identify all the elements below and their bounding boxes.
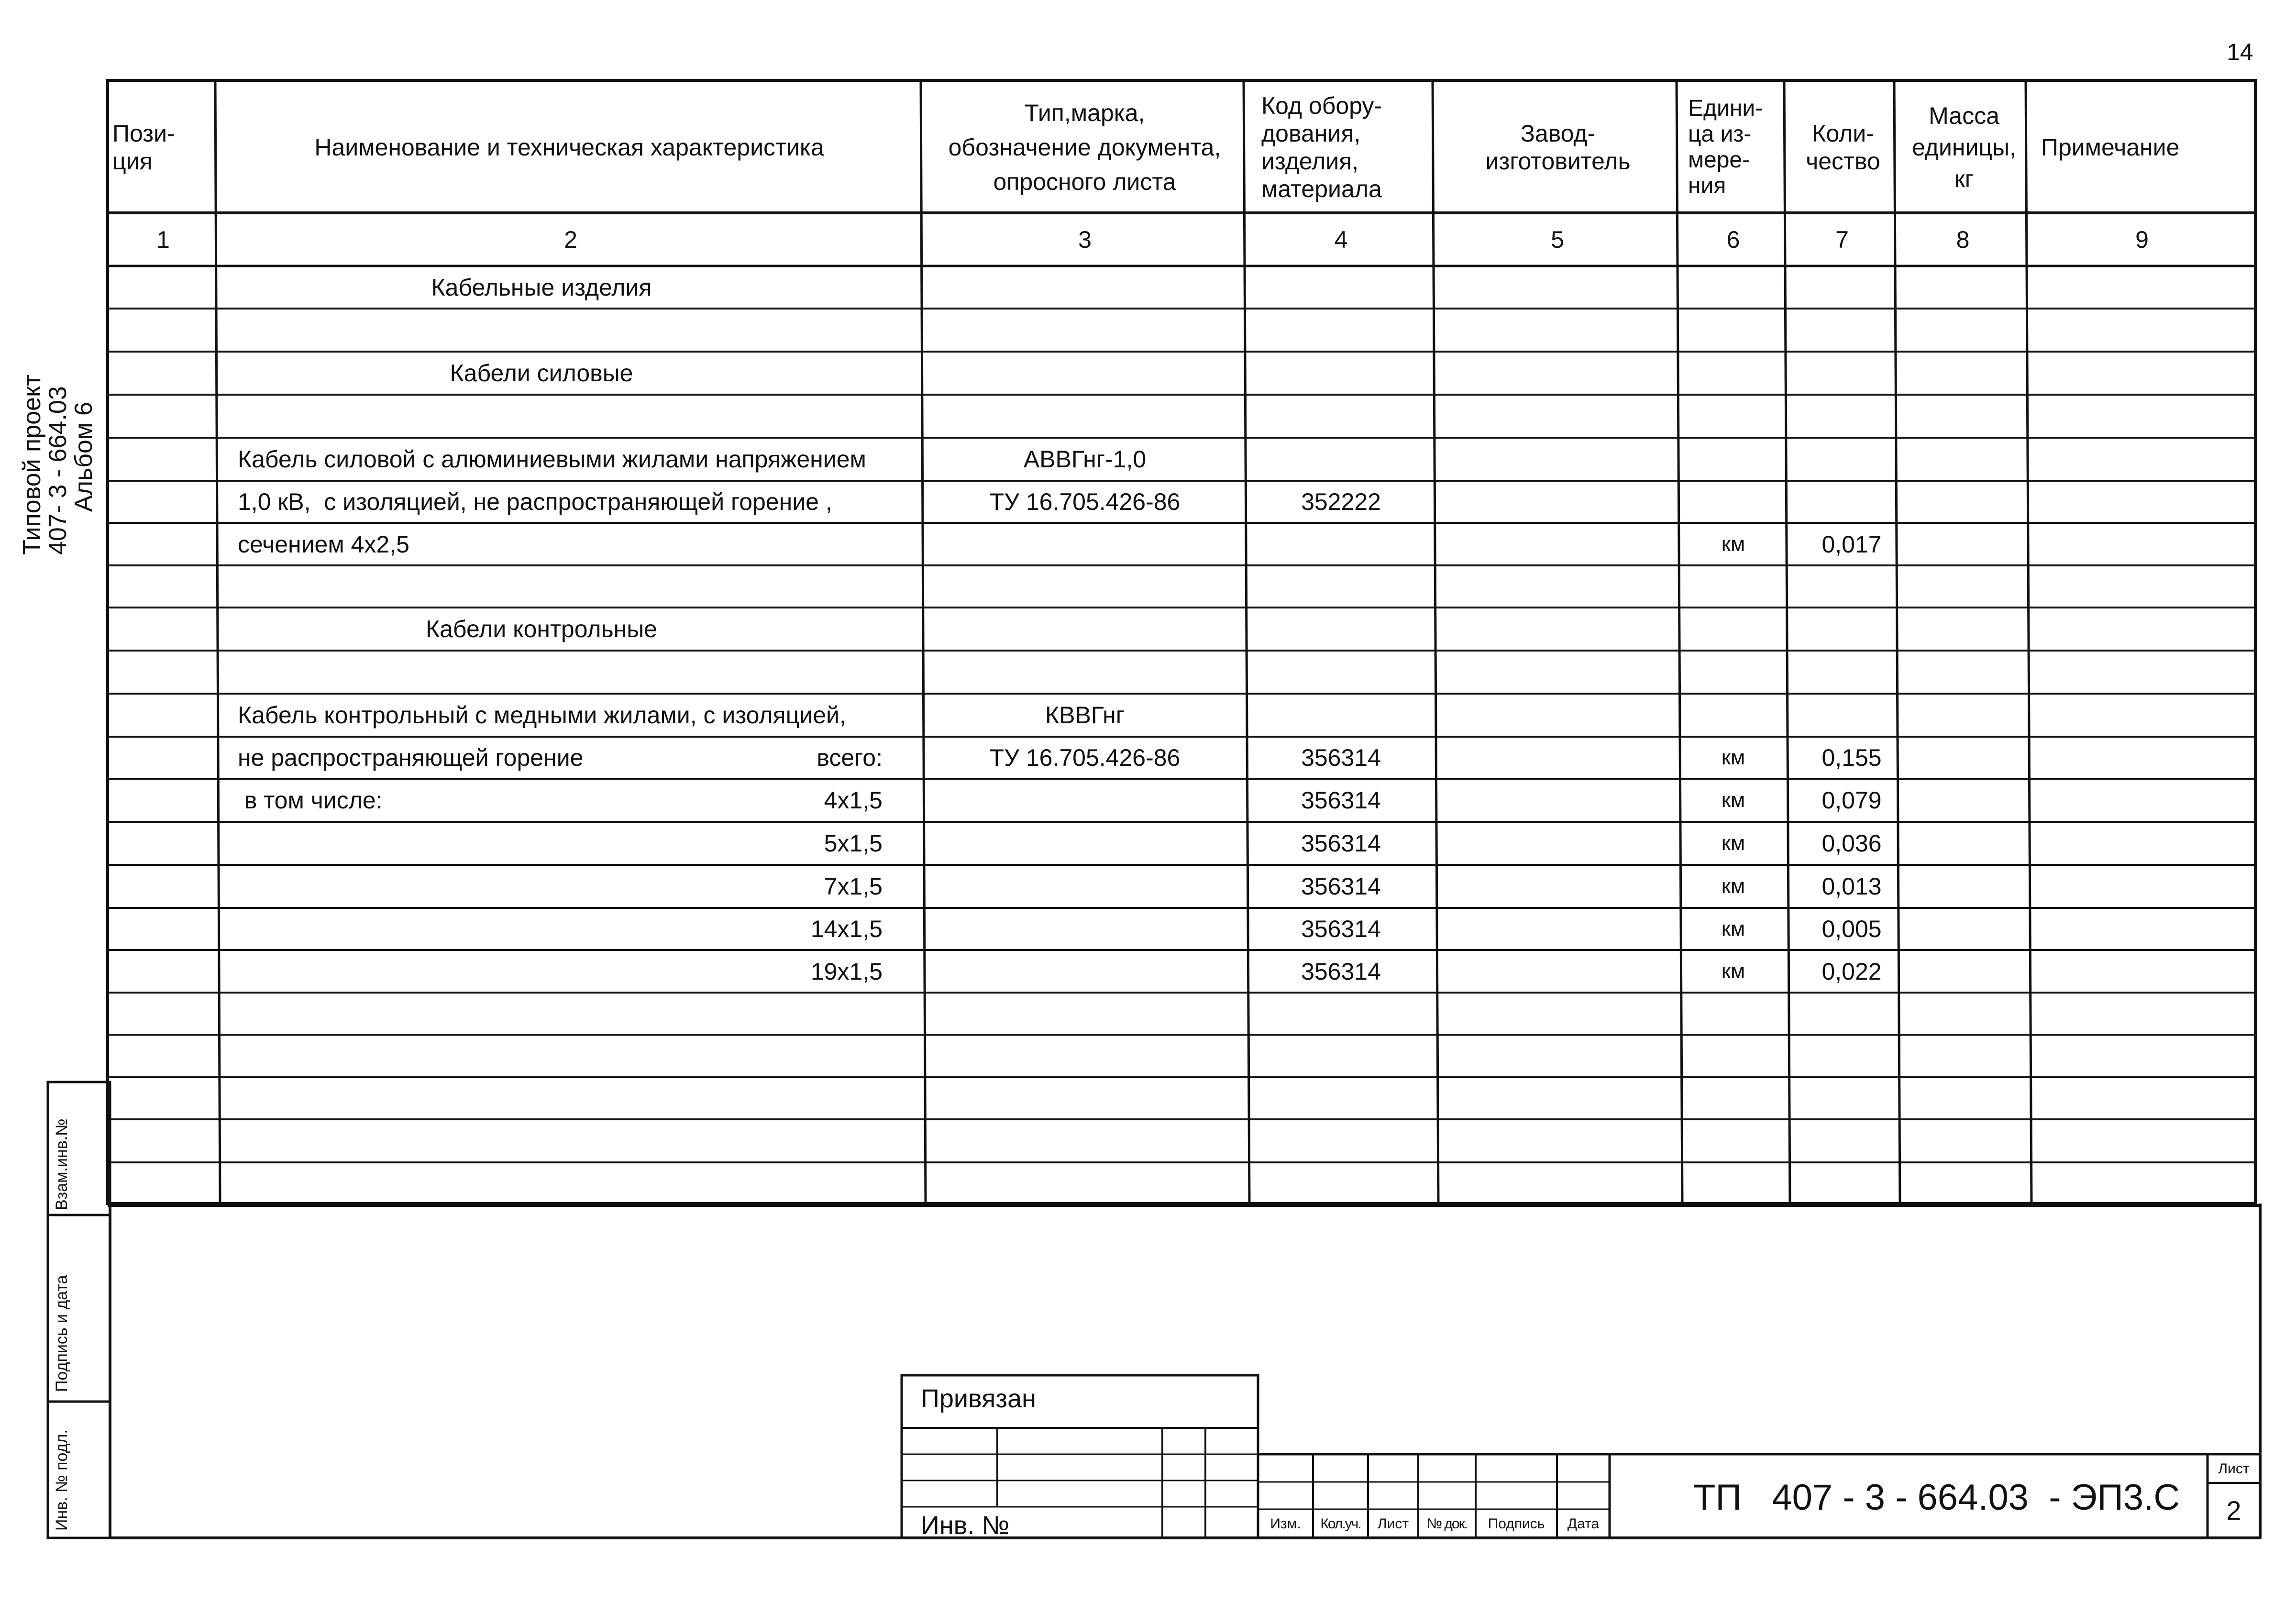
header-type xyxy=(926,84,1244,210)
left-strip-inv: Инв. № подл. xyxy=(53,1429,71,1531)
cell-type xyxy=(924,608,1246,650)
side-stamp-line3: Альбом 6 xyxy=(70,402,98,512)
side-stamp-line2: 407- 3 - 664.03 xyxy=(44,386,72,555)
cell-section-label xyxy=(718,439,883,480)
cell-maker xyxy=(1435,396,1679,437)
cell-mass xyxy=(1897,524,2029,564)
cell-unit xyxy=(1679,566,1787,607)
cell-code: 356314 xyxy=(1301,744,1381,771)
cell-type xyxy=(924,1078,1246,1118)
cell-pos xyxy=(110,439,216,480)
col-koluch-label: Кол.уч. xyxy=(1320,1515,1361,1532)
cell-section-label xyxy=(718,309,883,351)
cell-code xyxy=(1247,608,1435,650)
cell-type: АВВГнг-1,0 xyxy=(1023,446,1147,473)
cell-section-label xyxy=(718,396,883,437)
cell-qty: 0,022 xyxy=(1821,958,1882,985)
col-izm-label: Изм. xyxy=(1270,1515,1301,1532)
cell-pos xyxy=(110,909,216,949)
col-data-label: Дата xyxy=(1567,1515,1600,1532)
column-number-7: 7 xyxy=(1835,226,1849,253)
cell-mass xyxy=(1897,439,2029,480)
cell-qty xyxy=(1797,994,1907,1034)
column-number-4: 4 xyxy=(1334,226,1348,253)
cell-section-label: 14х1,5 xyxy=(810,916,883,942)
col-podpis-label: Подпись xyxy=(1488,1515,1545,1532)
cell-pos xyxy=(110,353,216,394)
cell-code xyxy=(1247,396,1435,437)
cell-mass xyxy=(1897,909,2029,949)
cell-type xyxy=(924,780,1246,821)
cell-maker xyxy=(1435,439,1679,480)
cell-section-label: всего: xyxy=(817,744,883,771)
cell-type xyxy=(924,1120,1246,1161)
cell-note xyxy=(2029,1078,2255,1118)
cell-code xyxy=(1247,1163,1435,1204)
cell-note xyxy=(2029,866,2255,907)
cell-type xyxy=(924,524,1246,564)
cell-mass xyxy=(1897,994,2029,1034)
cell-type xyxy=(924,1163,1246,1204)
cell-section-label xyxy=(718,1163,883,1204)
side-stamp-line1: Типовой проект xyxy=(18,374,46,555)
cell-unit: км xyxy=(1721,746,1745,769)
cell-maker xyxy=(1435,608,1679,650)
cell-pos xyxy=(110,309,216,351)
cell-mass xyxy=(1897,1078,2029,1118)
cell-section-label: 7х1,5 xyxy=(824,873,883,900)
inv-label: Инв. № xyxy=(921,1511,1010,1540)
cell-section-label xyxy=(718,1120,883,1161)
cell-maker xyxy=(1435,524,1679,564)
cell-maker xyxy=(1435,482,1679,522)
header-pos-text: Пози- ция xyxy=(112,120,175,175)
left-strip-podpis: Подпись и дата xyxy=(53,1275,71,1392)
cell-unit xyxy=(1679,1036,1787,1076)
cell-type xyxy=(924,396,1246,437)
cell-pos xyxy=(110,1036,216,1076)
cell-mass xyxy=(1897,608,2029,650)
cell-qty: 0,017 xyxy=(1821,530,1882,558)
cell-mass xyxy=(1897,353,2029,394)
cell-section-label xyxy=(718,695,883,736)
document-code: ТП 407 - 3 - 664.03 - ЭП3.С xyxy=(1693,1477,2180,1518)
cell-pos xyxy=(110,738,216,778)
cell-mass xyxy=(1897,738,2029,778)
cell-code xyxy=(1247,994,1435,1034)
cell-qty xyxy=(1797,439,1907,480)
header-mass-text: Масса единицы, кг xyxy=(1912,102,2016,192)
cell-unit xyxy=(1679,608,1787,650)
header-qty-text: Коли- чество xyxy=(1806,120,1880,175)
cell-mass xyxy=(1897,396,2029,437)
cell-unit xyxy=(1679,482,1787,522)
column-number-3: 3 xyxy=(1078,226,1092,253)
cell-section-label: 5х1,5 xyxy=(824,830,883,857)
cell-section-label xyxy=(718,608,883,650)
cell-mass xyxy=(1897,267,2029,308)
cell-unit xyxy=(1679,695,1787,736)
cell-qty xyxy=(1797,1163,1907,1204)
cell-type: ТУ 16.705.426-86 xyxy=(989,744,1181,771)
cell-note xyxy=(2029,1036,2255,1076)
cell-name: Кабели контрольные xyxy=(425,616,657,642)
cell-pos xyxy=(110,396,216,437)
cell-note xyxy=(2029,482,2255,522)
cell-maker xyxy=(1435,1120,1679,1161)
col-list-label: Лист xyxy=(1377,1515,1409,1532)
cell-mass xyxy=(1897,652,2029,693)
cell-note xyxy=(2029,780,2255,821)
cell-pos xyxy=(110,267,216,308)
column-number-5: 5 xyxy=(1551,226,1564,253)
cell-section-label xyxy=(718,566,883,607)
cell-qty xyxy=(1797,482,1907,522)
cell-section-label xyxy=(718,1036,883,1076)
cell-section-label: 19х1,5 xyxy=(810,958,883,985)
cell-pos xyxy=(110,1120,216,1161)
cell-section-label xyxy=(718,1078,883,1118)
cell-type xyxy=(924,309,1246,351)
cell-unit: км xyxy=(1721,788,1745,812)
cell-note xyxy=(2029,994,2255,1034)
cell-note xyxy=(2029,652,2255,693)
cell-qty xyxy=(1797,652,1907,693)
header-code-text: Код обору- дования, изделия, материала xyxy=(1261,92,1382,202)
header-qty xyxy=(1790,84,1896,210)
cell-note xyxy=(2029,1163,2255,1204)
header-name-text: Наименование и техническая характеристика xyxy=(314,133,824,161)
cell-code xyxy=(1247,267,1435,308)
cell-maker xyxy=(1435,267,1679,308)
cell-name: Кабели силовые xyxy=(450,360,633,387)
cell-note xyxy=(2029,823,2255,864)
cell-mass xyxy=(1897,482,2029,522)
column-number-6: 6 xyxy=(1726,226,1740,253)
cell-mass xyxy=(1897,566,2029,607)
cell-maker xyxy=(1435,994,1679,1034)
header-note xyxy=(2031,84,2265,210)
cell-pos xyxy=(110,566,216,607)
cell-maker xyxy=(1435,695,1679,736)
cell-type xyxy=(924,866,1246,907)
header-pos xyxy=(112,84,215,210)
cell-unit xyxy=(1679,396,1787,437)
cell-type xyxy=(924,823,1246,864)
cell-mass xyxy=(1897,695,2029,736)
header-note-text: Примечание xyxy=(2041,133,2180,161)
cell-qty xyxy=(1797,396,1907,437)
column-number-9: 9 xyxy=(2135,226,2149,253)
cell-qty xyxy=(1797,566,1907,607)
cell-code xyxy=(1247,524,1435,564)
cell-code xyxy=(1247,1036,1435,1076)
cell-code: 352222 xyxy=(1301,488,1381,515)
header-name xyxy=(218,84,921,210)
cell-maker xyxy=(1435,1078,1679,1118)
column-number-2: 2 xyxy=(564,226,577,253)
cell-type xyxy=(924,353,1246,394)
column-number-8: 8 xyxy=(1956,226,1970,253)
cell-unit xyxy=(1679,652,1787,693)
cell-code xyxy=(1247,1078,1435,1118)
cell-pos xyxy=(110,780,216,821)
side-stamp xyxy=(19,375,97,555)
cell-code xyxy=(1247,695,1435,736)
cell-mass xyxy=(1897,1120,2029,1161)
header-unit xyxy=(1682,82,1791,212)
cell-code xyxy=(1247,652,1435,693)
cell-section-label xyxy=(718,652,883,693)
sheet-label: Лист xyxy=(2218,1461,2250,1477)
header-mass xyxy=(1900,84,2028,210)
cell-pos xyxy=(110,823,216,864)
cell-type: ТУ 16.705.426-86 xyxy=(989,488,1181,515)
cell-qty xyxy=(1797,1078,1907,1118)
cell-unit xyxy=(1679,1120,1787,1161)
cell-name: 1,0 кВ, с изоляцией, не распространяющей горение , xyxy=(238,488,832,515)
cell-maker xyxy=(1435,866,1679,907)
cell-qty: 0,036 xyxy=(1821,830,1882,857)
cell-name: сечением 4х2,5 xyxy=(238,530,409,558)
cell-code: 356314 xyxy=(1301,916,1381,942)
cell-unit xyxy=(1679,309,1787,351)
cell-type xyxy=(924,994,1246,1034)
cell-note xyxy=(2029,267,2255,308)
cell-note xyxy=(2029,309,2255,351)
cell-section-label xyxy=(718,267,883,308)
cell-mass xyxy=(1897,823,2029,864)
cell-maker xyxy=(1435,309,1679,351)
cell-maker xyxy=(1435,1036,1679,1076)
cell-qty: 0,079 xyxy=(1821,787,1882,814)
cell-note xyxy=(2029,909,2255,949)
cell-maker xyxy=(1435,909,1679,949)
cell-pos xyxy=(110,1163,216,1204)
cell-unit: км xyxy=(1721,532,1745,556)
cell-pos xyxy=(110,951,216,992)
cell-note xyxy=(2029,566,2255,607)
cell-section-label xyxy=(718,353,883,394)
cell-code xyxy=(1247,309,1435,351)
cell-section-label xyxy=(718,482,883,522)
cell-code: 356314 xyxy=(1301,787,1381,814)
cell-note xyxy=(2029,439,2255,480)
cell-note xyxy=(2029,608,2255,650)
cell-section-label xyxy=(718,524,883,564)
cell-note xyxy=(2029,1120,2255,1161)
cell-code: 356314 xyxy=(1301,830,1381,857)
cell-qty: 0,013 xyxy=(1821,873,1882,900)
cell-pos xyxy=(110,524,216,564)
cell-maker xyxy=(1435,951,1679,992)
cell-pos xyxy=(110,994,216,1034)
cell-mass xyxy=(1897,951,2029,992)
cell-code: 356314 xyxy=(1301,873,1381,900)
cell-pos xyxy=(110,652,216,693)
cell-unit: км xyxy=(1721,874,1745,898)
cell-unit xyxy=(1679,353,1787,394)
col-ndok-label: № док. xyxy=(1426,1515,1468,1532)
cell-unit xyxy=(1679,1163,1787,1204)
cell-type: КВВГнг xyxy=(1045,702,1125,729)
cell-unit xyxy=(1679,439,1787,480)
cell-name: не распространяющей горение xyxy=(238,744,584,771)
cell-mass xyxy=(1897,780,2029,821)
cell-pos xyxy=(110,1078,216,1118)
cell-type xyxy=(924,951,1246,992)
cell-qty: 0,005 xyxy=(1821,916,1882,942)
cell-note xyxy=(2029,951,2255,992)
column-number-1: 1 xyxy=(156,226,170,253)
bound-label: Привязан xyxy=(921,1384,1036,1413)
cell-note xyxy=(2029,524,2255,564)
cell-unit: км xyxy=(1721,959,1745,983)
header-maker-text: Завод- изготовитель xyxy=(1485,120,1631,175)
cell-maker xyxy=(1435,1163,1679,1204)
cell-qty xyxy=(1797,309,1907,351)
cell-maker xyxy=(1435,353,1679,394)
cell-note xyxy=(2029,353,2255,394)
cell-qty xyxy=(1797,608,1907,650)
cell-qty xyxy=(1797,1036,1907,1076)
cell-type xyxy=(924,652,1246,693)
cell-mass xyxy=(1897,1163,2029,1204)
cell-qty xyxy=(1797,267,1907,308)
cell-note xyxy=(2029,396,2255,437)
cell-mass xyxy=(1897,866,2029,907)
cell-pos xyxy=(110,695,216,736)
header-maker xyxy=(1438,84,1678,210)
cell-name: Кабель контрольный с медными жилами, с изоляцией, xyxy=(238,702,846,729)
cell-unit xyxy=(1679,994,1787,1034)
cell-code xyxy=(1247,353,1435,394)
cell-pos xyxy=(110,482,216,522)
header-code xyxy=(1249,82,1448,212)
cell-type xyxy=(924,909,1246,949)
header-unit-text: Едини- ца из- мере- ния xyxy=(1688,96,1763,199)
cell-type xyxy=(924,566,1246,607)
cell-pos xyxy=(110,608,216,650)
cell-maker xyxy=(1435,738,1679,778)
cell-unit xyxy=(1679,1078,1787,1118)
cell-section-label xyxy=(718,994,883,1034)
left-strip-vzam: Взам.инв.№ xyxy=(53,1118,71,1210)
cell-mass xyxy=(1897,1036,2029,1076)
cell-code: 356314 xyxy=(1301,958,1381,985)
cell-mass xyxy=(1897,309,2029,351)
cell-code xyxy=(1247,439,1435,480)
cell-pos xyxy=(110,866,216,907)
page-number: 14 xyxy=(2227,39,2253,66)
cell-unit: км xyxy=(1721,917,1745,940)
cell-name: Кабель силовой с алюминиевыми жилами напряжением xyxy=(238,446,866,473)
cell-note xyxy=(2029,695,2255,736)
cell-qty xyxy=(1797,1120,1907,1161)
cell-section-label: 4х1,5 xyxy=(824,787,883,814)
cell-code xyxy=(1247,566,1435,607)
cell-unit xyxy=(1679,267,1787,308)
cell-code xyxy=(1247,1120,1435,1161)
cell-maker xyxy=(1435,566,1679,607)
cell-name: в том числе: xyxy=(238,787,383,814)
cell-unit: км xyxy=(1721,831,1745,855)
header-type-text: Тип,марка, обозначение документа, опросного листа xyxy=(948,99,1221,195)
cell-maker xyxy=(1435,780,1679,821)
cell-name: Кабельные изделия xyxy=(431,274,652,301)
cell-maker xyxy=(1435,652,1679,693)
sheet-number: 2 xyxy=(2226,1495,2241,1525)
cell-qty: 0,155 xyxy=(1821,744,1882,771)
cell-maker xyxy=(1435,823,1679,864)
cell-qty xyxy=(1797,353,1907,394)
cell-type xyxy=(924,1036,1246,1076)
cell-qty xyxy=(1797,695,1907,736)
cell-note xyxy=(2029,738,2255,778)
cell-type xyxy=(924,267,1246,308)
